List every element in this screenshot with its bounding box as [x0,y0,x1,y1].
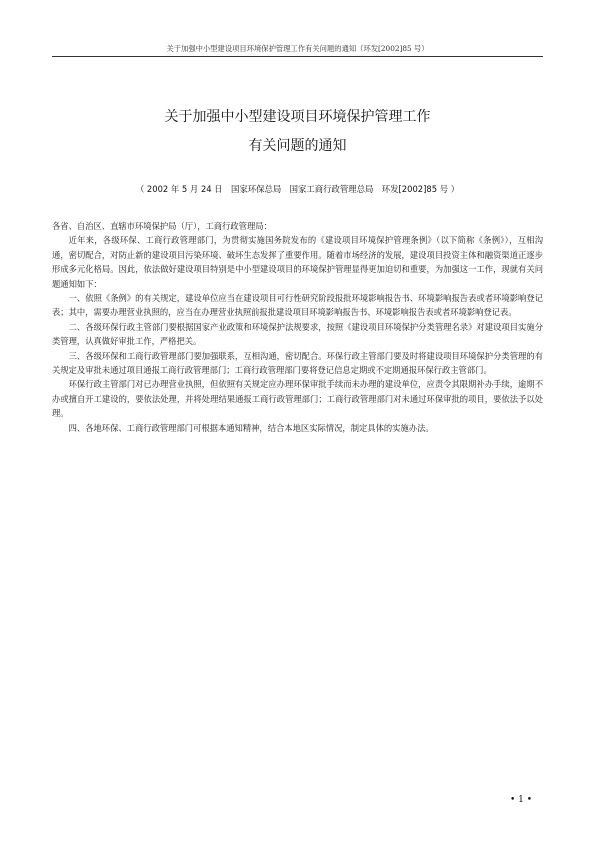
paragraph-intro: 近年来，各级环保、工商行政管理部门，为贯彻实施国务院发布的《建设项目环境保护管理条例》（以下简称《条例》），互相沟通，密切配合，对防止新的建设项目污染环境、破坏生态发挥了重要作用。随着市场经济的发展，建设项目投资主体和融资渠道正逐步形成多元化格局。因此，依法做好建设项目特别是中小型建设项目的环境保护管理显得更加迫切和重要，为加强这一工作，现就有关问题通知如下： [52,235,543,289]
paragraph-item-3: 三、各级环保和工商行政管理部门要加强联系，互相沟通，密切配合。环保行政主管部门要及时将建设项目环境保护分类管理的有关规定及审批未通过项目通报工商行政管理部门；工商行政管理部门要将登记信息定期或不定期通报环保行政主管部门。 [52,350,543,376]
page-number: • 1 • [510,795,533,805]
salutation: 各省、自治区、直辖市环境保护局（厅），工商行政管理局： [52,221,272,231]
issuance-info: （ 2002 年 5 月 24 日 国家环保总局 国家工商行政管理总局 环发[2002]85 号 ） [135,184,460,194]
paragraph-item-2: 二、各级环保行政主管部门要根据国家产业政策和环境保护法规要求，按照《建设项目环境保护分类管理名录》对建设项目实施分类管理，认真做好审批工作，严格把关。 [52,321,543,347]
running-header: 关于加强中小型建设项目环境保护管理工作有关问题的通知（环发[2002]85 号） [166,44,429,53]
paragraph-item-3-continued: 环保行政主管部门对已办理营业执照，但依照有关规定应办理环保审批手续而未办理的建设单位，应责令其限期补办手续，逾期不办或擅自开工建设的，要依法处理，并将处理结果通报工商行政管理部门；工商行政管理部门对未通过环保审批的项目，要依法予以处理。 [52,379,543,419]
document-title-line-2: 有关问题的通知 [248,138,347,154]
document-body [52,219,543,435]
paragraph-item-4: 四、各地环保、工商行政管理部门可根据本通知精神，结合本地区实际情况，制定具体的实施办法。 [68,422,434,433]
header-divider [52,56,543,57]
document-title-line-1: 关于加强中小型建设项目环境保护管理工作 [164,109,431,125]
paragraph-item-1: 一、依照《条例》的有关规定，建设单位应当在建设项目可行性研究阶段报批环境影响报告书、环境影响报告表或者环境影响登记表；其中，需要办理营业执照的，应当在办理营业执照前报批建设项目环境影响报告书、环境影响报告表或者环境影响登记表。 [52,293,543,318]
